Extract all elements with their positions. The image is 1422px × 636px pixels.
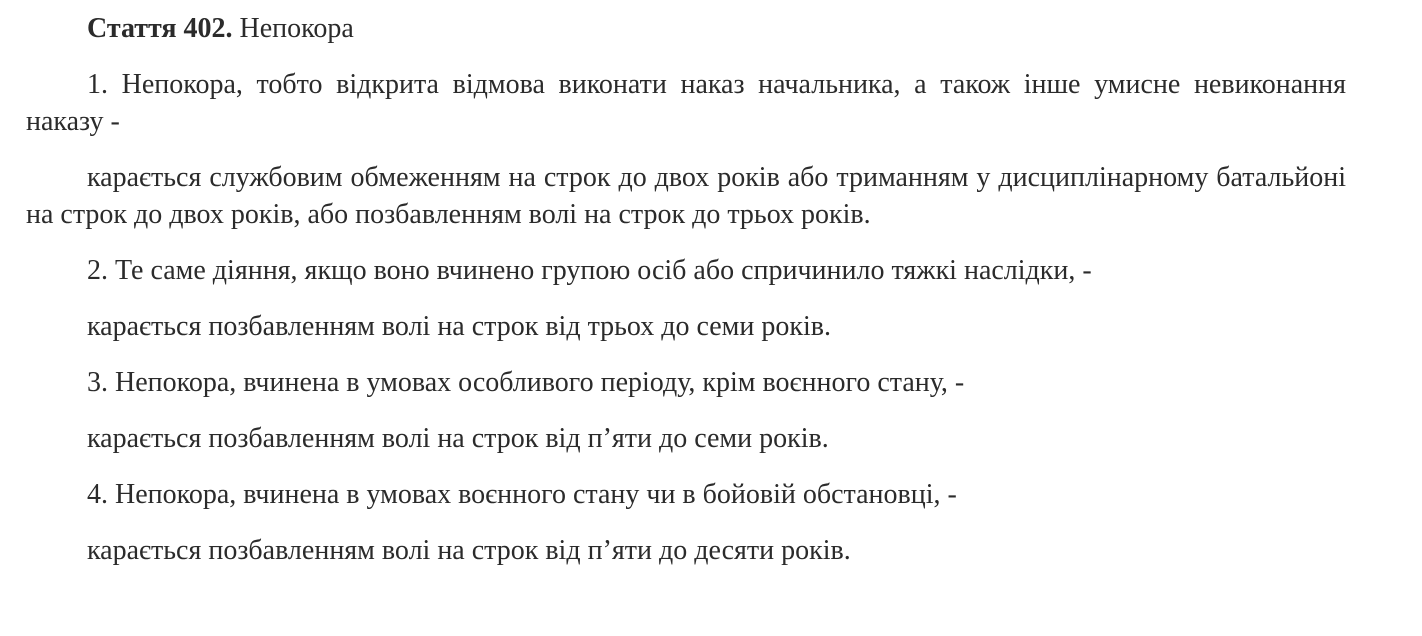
paragraph-4-disposition: 4. Непокора, вчинена в умовах воєнного стану чи в бойовій обстановці, - (87, 479, 957, 510)
paragraph-3-disposition: 3. Непокора, вчинена в умовах особливого періоду, крім воєнного стану, - (87, 367, 965, 398)
article-heading (26, 10, 1346, 47)
paragraph-1-sanction: карається службовим обмеженням на строк до двох років або триманням у дисциплінарному батальйоні на строк до двох років, або позбавленням волі на строк до трьох років. (26, 162, 1346, 230)
document-body (26, 10, 1346, 569)
article-number: Стаття 402. (87, 13, 233, 44)
paragraph-1-disposition: 1. Непокора, тобто відкрита відмова виконати наказ начальника, а також інше умисне невиконання наказу - (26, 69, 1346, 137)
article-title: Непокора (239, 13, 354, 44)
paragraph-2-sanction: карається позбавленням волі на строк від трьох до семи років. (87, 311, 831, 342)
paragraph-3-sanction: карається позбавленням волі на строк від п’яти до семи років. (87, 423, 829, 454)
paragraph-4-sanction: карається позбавленням волі на строк від п’яти до десяти років. (87, 535, 851, 566)
paragraph-2-disposition: 2. Те саме діяння, якщо воно вчинено групою осіб або спричинило тяжкі наслідки, - (87, 255, 1092, 286)
